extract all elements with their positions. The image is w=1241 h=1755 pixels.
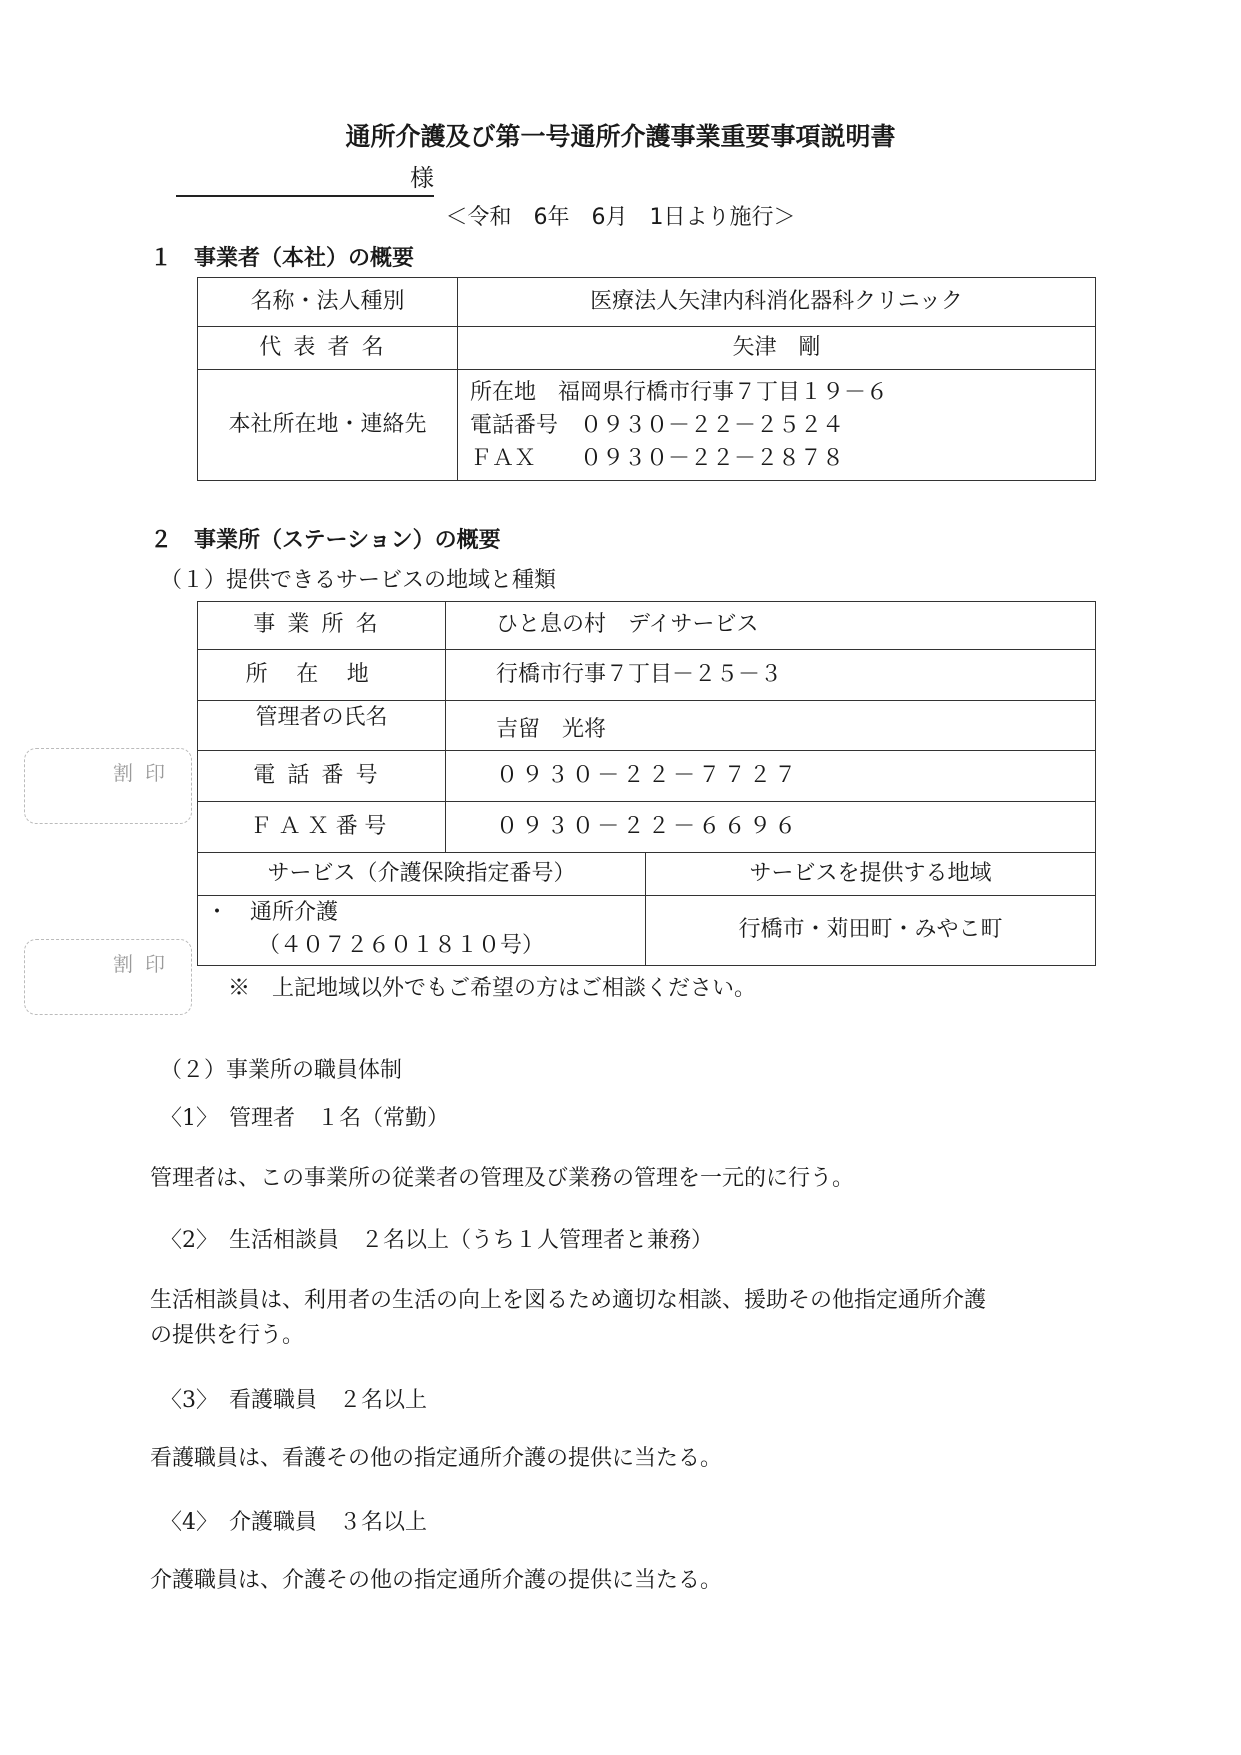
section2-heading: ２ 事業所（ステーション）の概要 [150, 528, 501, 553]
office-fax-label: ＦＡＸ番号 [198, 802, 446, 853]
area-column-header: サービスを提供する地域 [646, 853, 1096, 896]
office-name-label: 事業所名 [198, 602, 446, 650]
staff-counselor-heading: 〈2〉 生活相談員 ２名以上（うち１人管理者と兼務） [160, 1228, 713, 1253]
service-area-note: ※ 上記地域以外でもご希望の方はご相談ください。 [228, 976, 757, 1001]
head-office-phone: 電話番号 ０９３０－２２－２５２４ [470, 412, 845, 438]
office-phone-value: ０９３０－２２－７７２７ [446, 751, 1096, 802]
addressee-suffix: 様 [410, 164, 434, 192]
head-office-address: 所在地 福岡県行橋市行事７丁目１９－６ [470, 379, 889, 405]
staff-manager-desc: 管理者は、この事業所の従業者の管理及び業務の管理を一元的に行う。 [150, 1166, 855, 1191]
table-row [198, 650, 1096, 701]
split-seal-label: 割印 [113, 761, 177, 785]
service-column-header: サービス（介護保険指定番号） [198, 853, 646, 896]
table-row [198, 802, 1096, 853]
table-row [198, 602, 1096, 650]
document-title: 通所介護及び第一号通所介護事業重要事項説明書 [345, 122, 896, 151]
table-row [198, 896, 1096, 966]
head-office-label: 本社所在地・連絡先 [198, 370, 458, 481]
table-row [198, 701, 1096, 751]
representative-label: 代表者名 [198, 327, 458, 370]
staff-manager-heading: 〈1〉 管理者 １名（常勤） [160, 1106, 449, 1131]
service-area-value: 行橋市・苅田町・みやこ町 [646, 896, 1096, 966]
manager-name-value: 吉留 光将 [446, 701, 1096, 751]
service-designation-number: （４０７２６０１８１０号） [258, 933, 545, 958]
table-row [198, 370, 1096, 481]
office-address-value: 行橋市行事７丁目－２５－３ [446, 650, 1096, 701]
split-seal-box-2 [24, 939, 192, 1015]
service-type-name: ・ 通所介護 [206, 900, 339, 925]
representative-value: 矢津 剛 [458, 327, 1096, 370]
staff-counselor-desc-line2: の提供を行う。 [150, 1323, 305, 1348]
staff-caregiver-desc: 介護職員は、介護その他の指定通所介護の提供に当たる。 [150, 1568, 723, 1593]
split-seal-box-1 [24, 748, 192, 824]
section2-sub1-heading: （１）提供できるサービスの地域と種類 [160, 568, 557, 593]
service-type-cell [198, 896, 646, 966]
section2-sub2-heading: （２）事業所の職員体制 [160, 1058, 403, 1083]
manager-name-label: 管理者の氏名 [198, 701, 446, 751]
company-name-value: 医療法人矢津内科消化器科クリニック [458, 278, 1096, 327]
table-row [198, 278, 1096, 327]
table-row [198, 853, 1096, 896]
table-row [198, 751, 1096, 802]
head-office-fax: ＦＡＸ ０９３０－２２－２８７８ [470, 445, 845, 471]
office-phone-label: 電話番号 [198, 751, 446, 802]
company-name-label: 名称・法人種別 [198, 278, 458, 327]
addressee-blank-line [176, 195, 434, 197]
staff-caregiver-heading: 〈4〉 介護職員 ３名以上 [160, 1510, 427, 1535]
head-office-contact [458, 370, 1096, 481]
office-fax-value: ０９３０－２２－６６９６ [446, 802, 1096, 853]
staff-counselor-desc-line1: 生活相談員は、利用者の生活の向上を図るため適切な相談、援助その他指定通所介護 [150, 1288, 987, 1313]
section1-heading: １ 事業者（本社）の概要 [150, 246, 415, 271]
table-row [198, 327, 1096, 370]
office-address-label: 所在地 [198, 650, 446, 701]
effective-date: ＜令和 6年 6月 1日より施行＞ [445, 205, 796, 230]
office-overview-table [197, 601, 1096, 966]
split-seal-label: 割印 [113, 952, 177, 976]
staff-nurse-desc: 看護職員は、看護その他の指定通所介護の提供に当たる。 [150, 1446, 723, 1471]
company-overview-table [197, 277, 1096, 481]
staff-nurse-heading: 〈3〉 看護職員 ２名以上 [160, 1388, 427, 1413]
office-name-value: ひと息の村 デイサービス [446, 602, 1096, 650]
